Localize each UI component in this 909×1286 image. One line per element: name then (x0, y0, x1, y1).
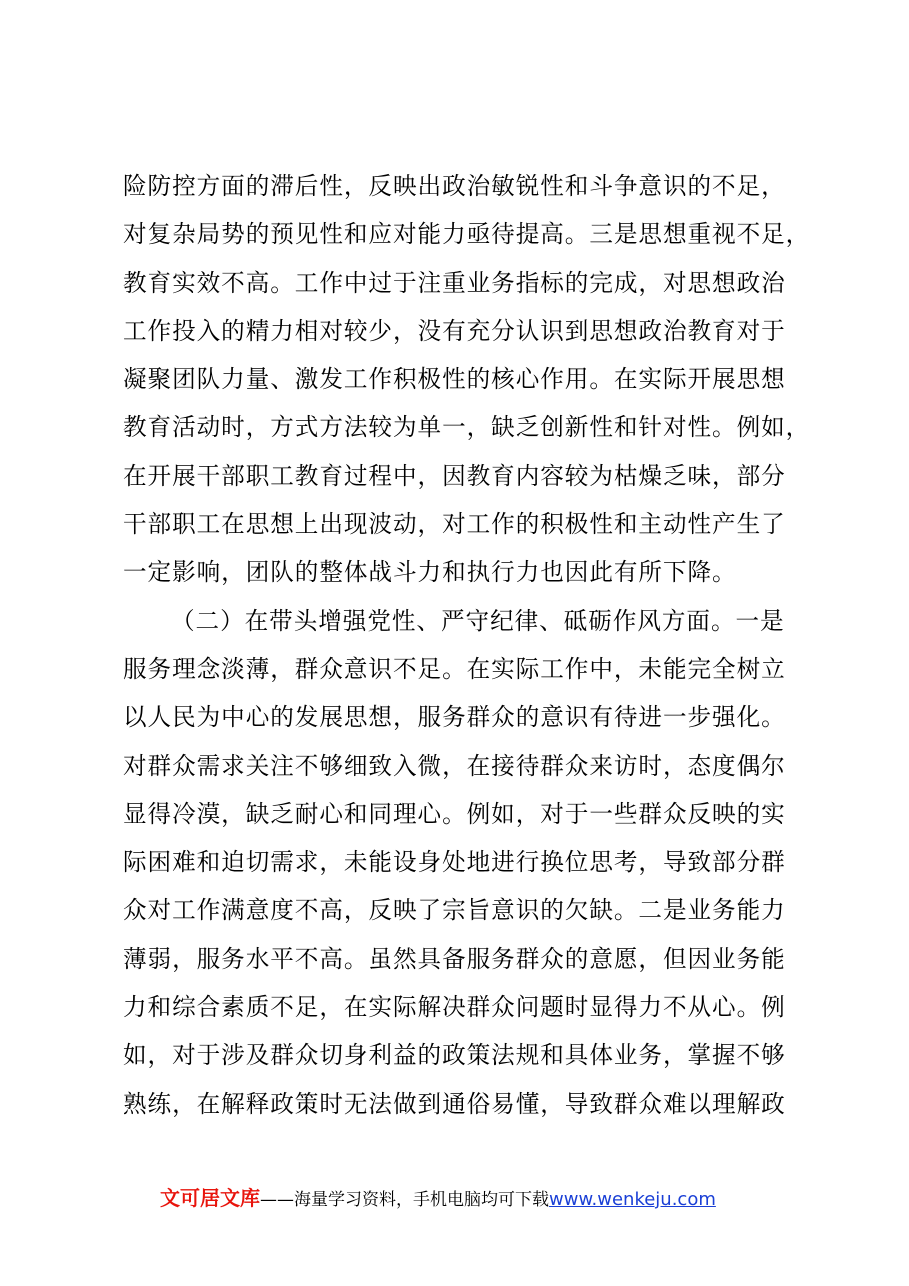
document-body (123, 162, 811, 1128)
text-line-4: 工作投入的精力相对较少，没有充分认识到思想政治教育对于 (123, 316, 786, 345)
text-line-18: 力和综合素质不足，在实际解决群众问题时显得力不从心。例 (123, 993, 786, 1022)
text-line-5: 凝聚团队力量、激发工作积极性的核心作用。在实际开展思想 (123, 365, 786, 394)
text-line-13: 对群众需求关注不够细致入微，在接待群众来访时，态度偶尔 (123, 751, 786, 780)
text-line-20: 熟练，在解释政策时无法做到通俗易懂，导致群众难以理解政 (123, 1089, 786, 1118)
footer-brand: 文可居文库 (160, 1186, 260, 1210)
footer-site-link[interactable]: www.wenkeju.com (549, 1189, 716, 1210)
text-line-1: 险防控方面的滞后性，反映出政治敏锐性和斗争意识的不足， (123, 172, 786, 200)
footer-banner (160, 1183, 780, 1213)
text-line-3: 教育实效不高。工作中过于注重业务指标的完成，对思想政治 (123, 268, 786, 297)
text-line-8: 干部职工在思想上出现波动，对工作的积极性和主动性产生了 (123, 510, 786, 539)
footer-tagline: ——海量学习资料，手机电脑均可下载 (260, 1190, 549, 1210)
text-line-11: 服务理念淡薄，群众意识不足。在实际工作中，未能完全树立 (123, 654, 786, 683)
text-line-6: 教育活动时，方式方法较为单一，缺乏创新性和针对性。例如， (123, 413, 811, 442)
text-line-9: 一定影响，团队的整体战斗力和执行力也因此有所下降。 (123, 558, 737, 587)
text-line-14: 显得冷漠，缺乏耐心和同理心。例如，对于一些群众反映的实 (123, 799, 786, 828)
text-line-17: 薄弱，服务水平不高。虽然具备服务群众的意愿，但因业务能 (123, 944, 786, 973)
text-line-12: 以人民为中心的发展思想，服务群众的意识有待进一步强化。 (123, 703, 786, 732)
text-line-2: 对复杂局势的预见性和应对能力亟待提高。三是思想重视不足， (123, 220, 811, 249)
section-heading-line: （二）在带头增强党性、严守纪律、砥砺作风方面。一是 (171, 606, 785, 635)
text-line-15: 际困难和迫切需求，未能设身处地进行换位思考，导致部分群 (123, 848, 786, 877)
text-line-19: 如，对于涉及群众切身利益的政策法规和具体业务，掌握不够 (123, 1041, 786, 1070)
text-line-7: 在开展干部职工教育过程中，因教育内容较为枯燥乏味，部分 (123, 461, 786, 490)
text-line-16: 众对工作满意度不高，反映了宗旨意识的欠缺。二是业务能力 (123, 896, 786, 925)
